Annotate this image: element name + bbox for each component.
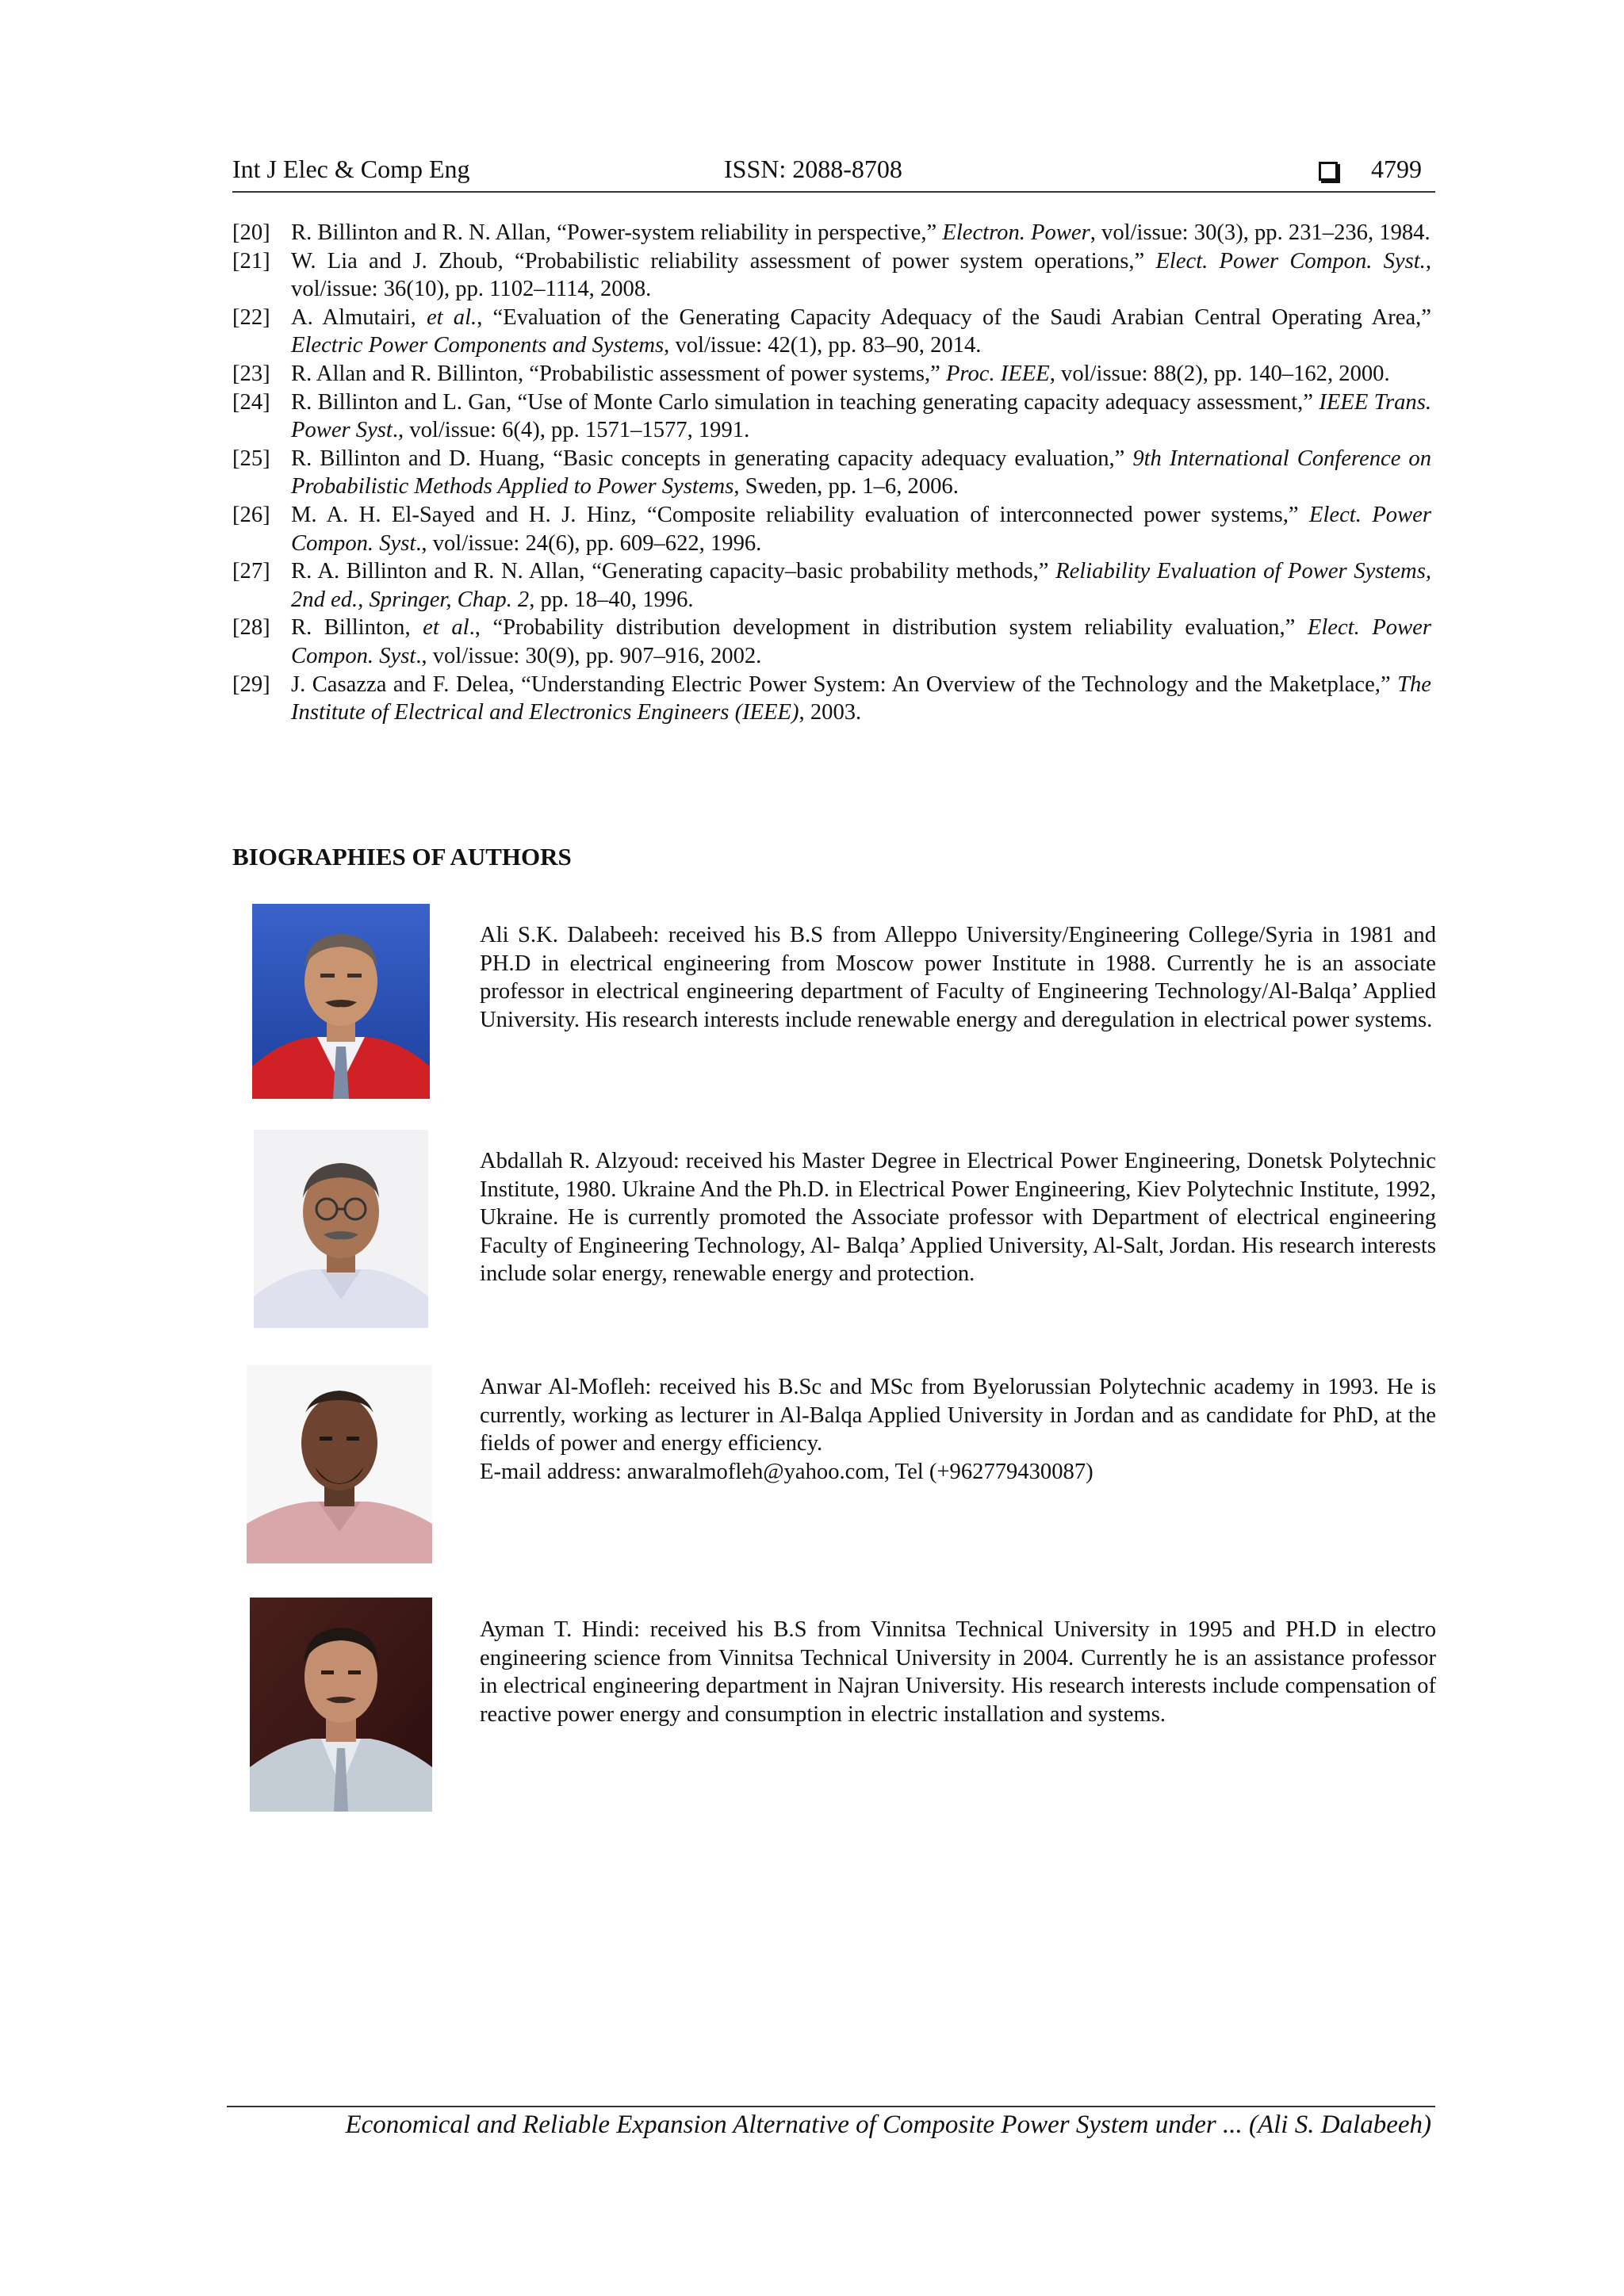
- author-photo-dalabeeh: [252, 904, 430, 1099]
- reference-number: [25]: [232, 446, 270, 471]
- section-heading: BIOGRAPHIES OF AUTHORS: [232, 843, 572, 871]
- reference-item: [232, 501, 1431, 557]
- author-bio: Abdallah R. Alzyoud: received his Master Degree in Electrical Power Engineering, Donetsk Polytechnic Institute, 1980. Ukraine And the Ph.D. in Electrical Power Engineering, Kiev Polytechnic Institute, 1992, Ukraine. He is currently promoted the Associate professor with Department of electrical engineering Faculty of Engineering Technology, Al- Balqa’ Applied University, Al-Salt, Jordan. His research interests include solar energy, renewable energy and protection.: [480, 1149, 1436, 1287]
- reference-item: [232, 445, 1431, 501]
- author-bio: Ali S.K. Dalabeeh: received his B.S from Alleppo University/Engineering College/Syria in 1981 and PH.D in electrical engineering from Moscow power Institute in 1988. Currently he is an associate professor in electrical engineering department of Faculty of Engineering Technology/Al-Balqa’ Applied University. His research interests include renewable energy and deregulation in electrical power systems.: [480, 923, 1436, 1032]
- reference-text: W. Lia and J. Zhoub, “Probabilistic reliability assessment of power system operations,” Elect. Power Compon. Syst., vol/issue: 36(10), pp. 1102–1114, 2008.: [291, 248, 1431, 302]
- portrait-image: [252, 904, 430, 1099]
- author-contact: E-mail address: anwaralmofleh@yahoo.com, Tel (+962779430087): [480, 1459, 1094, 1484]
- reference-text: J. Casazza and F. Delea, “Understanding Electric Power System: An Overview of the Technology and the Maketplace,” The Institute of Electrical and Electronics Engineers (IEEE), 2003.: [291, 672, 1431, 725]
- reference-text: R. Billinton and D. Huang, “Basic concepts in generating capacity adequacy evaluation,” 9th International Conference on Probabilistic Methods Applied to Power Systems, Sweden, pp. 1–6, 2006.: [291, 446, 1431, 499]
- author-bio: Ayman T. Hindi: received his B.S from Vinnitsa Technical University in 1995 and PH.D in electro engineering science from Vinnitsa Technical University in 2004. Currently he is an assistance professor in electrical engineering department in Najran University. His research interests include compensation of reactive power energy and consumption in electric installation and systems.: [480, 1617, 1436, 1727]
- portrait-image: [254, 1130, 428, 1328]
- reference-item: [232, 219, 1431, 247]
- reference-number: [24]: [232, 389, 270, 415]
- page-number-group: [1319, 155, 1422, 184]
- reference-number: [28]: [232, 615, 270, 641]
- reference-text: R. Allan and R. Billinton, “Probabilistic assessment of power systems,” Proc. IEEE, vol/issue: 88(2), pp. 140–162, 2000.: [291, 361, 1390, 386]
- reference-text: M. A. H. El-Sayed and H. J. Hinz, “Composite reliability evaluation of interconnected power systems,” Elect. Power Compon. Syst., vol/issue: 24(6), pp. 609–622, 1996.: [291, 502, 1431, 556]
- reference-text: R. Billinton and L. Gan, “Use of Monte Carlo simulation in teaching generating capacity adequacy assessment,” IEEE Trans. Power Syst., vol/issue: 6(4), pp. 1571–1577, 1991.: [291, 389, 1431, 443]
- reference-item: [232, 557, 1431, 614]
- page-number: 4799: [1371, 155, 1422, 183]
- reference-text: R. A. Billinton and R. N. Allan, “Generating capacity–basic probability methods,” Reliability Evaluation of Power Systems, 2nd ed., Springer, Chap. 2, pp. 18–40, 1996.: [291, 559, 1431, 612]
- portrait-image: [247, 1365, 432, 1563]
- reference-number: [27]: [232, 559, 270, 584]
- reference-number: [21]: [232, 248, 270, 274]
- portrait-image: [250, 1598, 432, 1812]
- author-photo-hindi: [250, 1598, 432, 1812]
- author-photo-almofleh: [247, 1365, 432, 1563]
- reference-list: [232, 219, 1431, 727]
- issn: ISSN: 2088-8708: [724, 155, 902, 183]
- author-bio: [480, 1373, 1436, 1486]
- journal-name: Int J Elec & Comp Eng: [232, 155, 470, 183]
- running-footer: Economical and Reliable Expansion Alternative of Composite Power System under ... (Ali S. Dalabeeh): [345, 2110, 1431, 2139]
- author-photo-alzyoud: [254, 1130, 428, 1328]
- reference-item: [232, 360, 1431, 388]
- reference-number: [26]: [232, 502, 270, 527]
- author-bio-text: Anwar Al-Mofleh: received his B.Sc and MSc from Byelorussian Polytechnic academy in 1993. He is currently, working as lecturer in Al-Balqa Applied University in Jordan and as candidate for PhD, at the fields of power and energy efficiency.: [480, 1375, 1436, 1456]
- footer-rule: [227, 2106, 1435, 2107]
- reference-number: [20]: [232, 220, 270, 245]
- reference-item: [232, 247, 1431, 304]
- reference-number: [23]: [232, 361, 270, 386]
- running-header: [232, 155, 1435, 193]
- reference-item: [232, 388, 1431, 445]
- reference-item: [232, 671, 1431, 727]
- square-bullet-icon: [1319, 162, 1338, 181]
- reference-item: [232, 614, 1431, 670]
- reference-number: [22]: [232, 304, 270, 330]
- reference-number: [29]: [232, 672, 270, 697]
- reference-text: R. Billinton, et al., “Probability distribution development in distribution system reliability evaluation,” Elect. Power Compon. Syst., vol/issue: 30(9), pp. 907–916, 2002.: [291, 615, 1431, 668]
- reference-text: R. Billinton and R. N. Allan, “Power-system reliability in perspective,” Electron. Power, vol/issue: 30(3), pp. 231–236, 1984.: [291, 220, 1431, 245]
- reference-text: A. Almutairi, et al., “Evaluation of the Generating Capacity Adequacy of the Saudi Arabian Central Operating Area,” Electric Power Components and Systems, vol/issue: 42(1), pp. 83–90, 2014.: [291, 304, 1431, 358]
- reference-item: [232, 304, 1431, 360]
